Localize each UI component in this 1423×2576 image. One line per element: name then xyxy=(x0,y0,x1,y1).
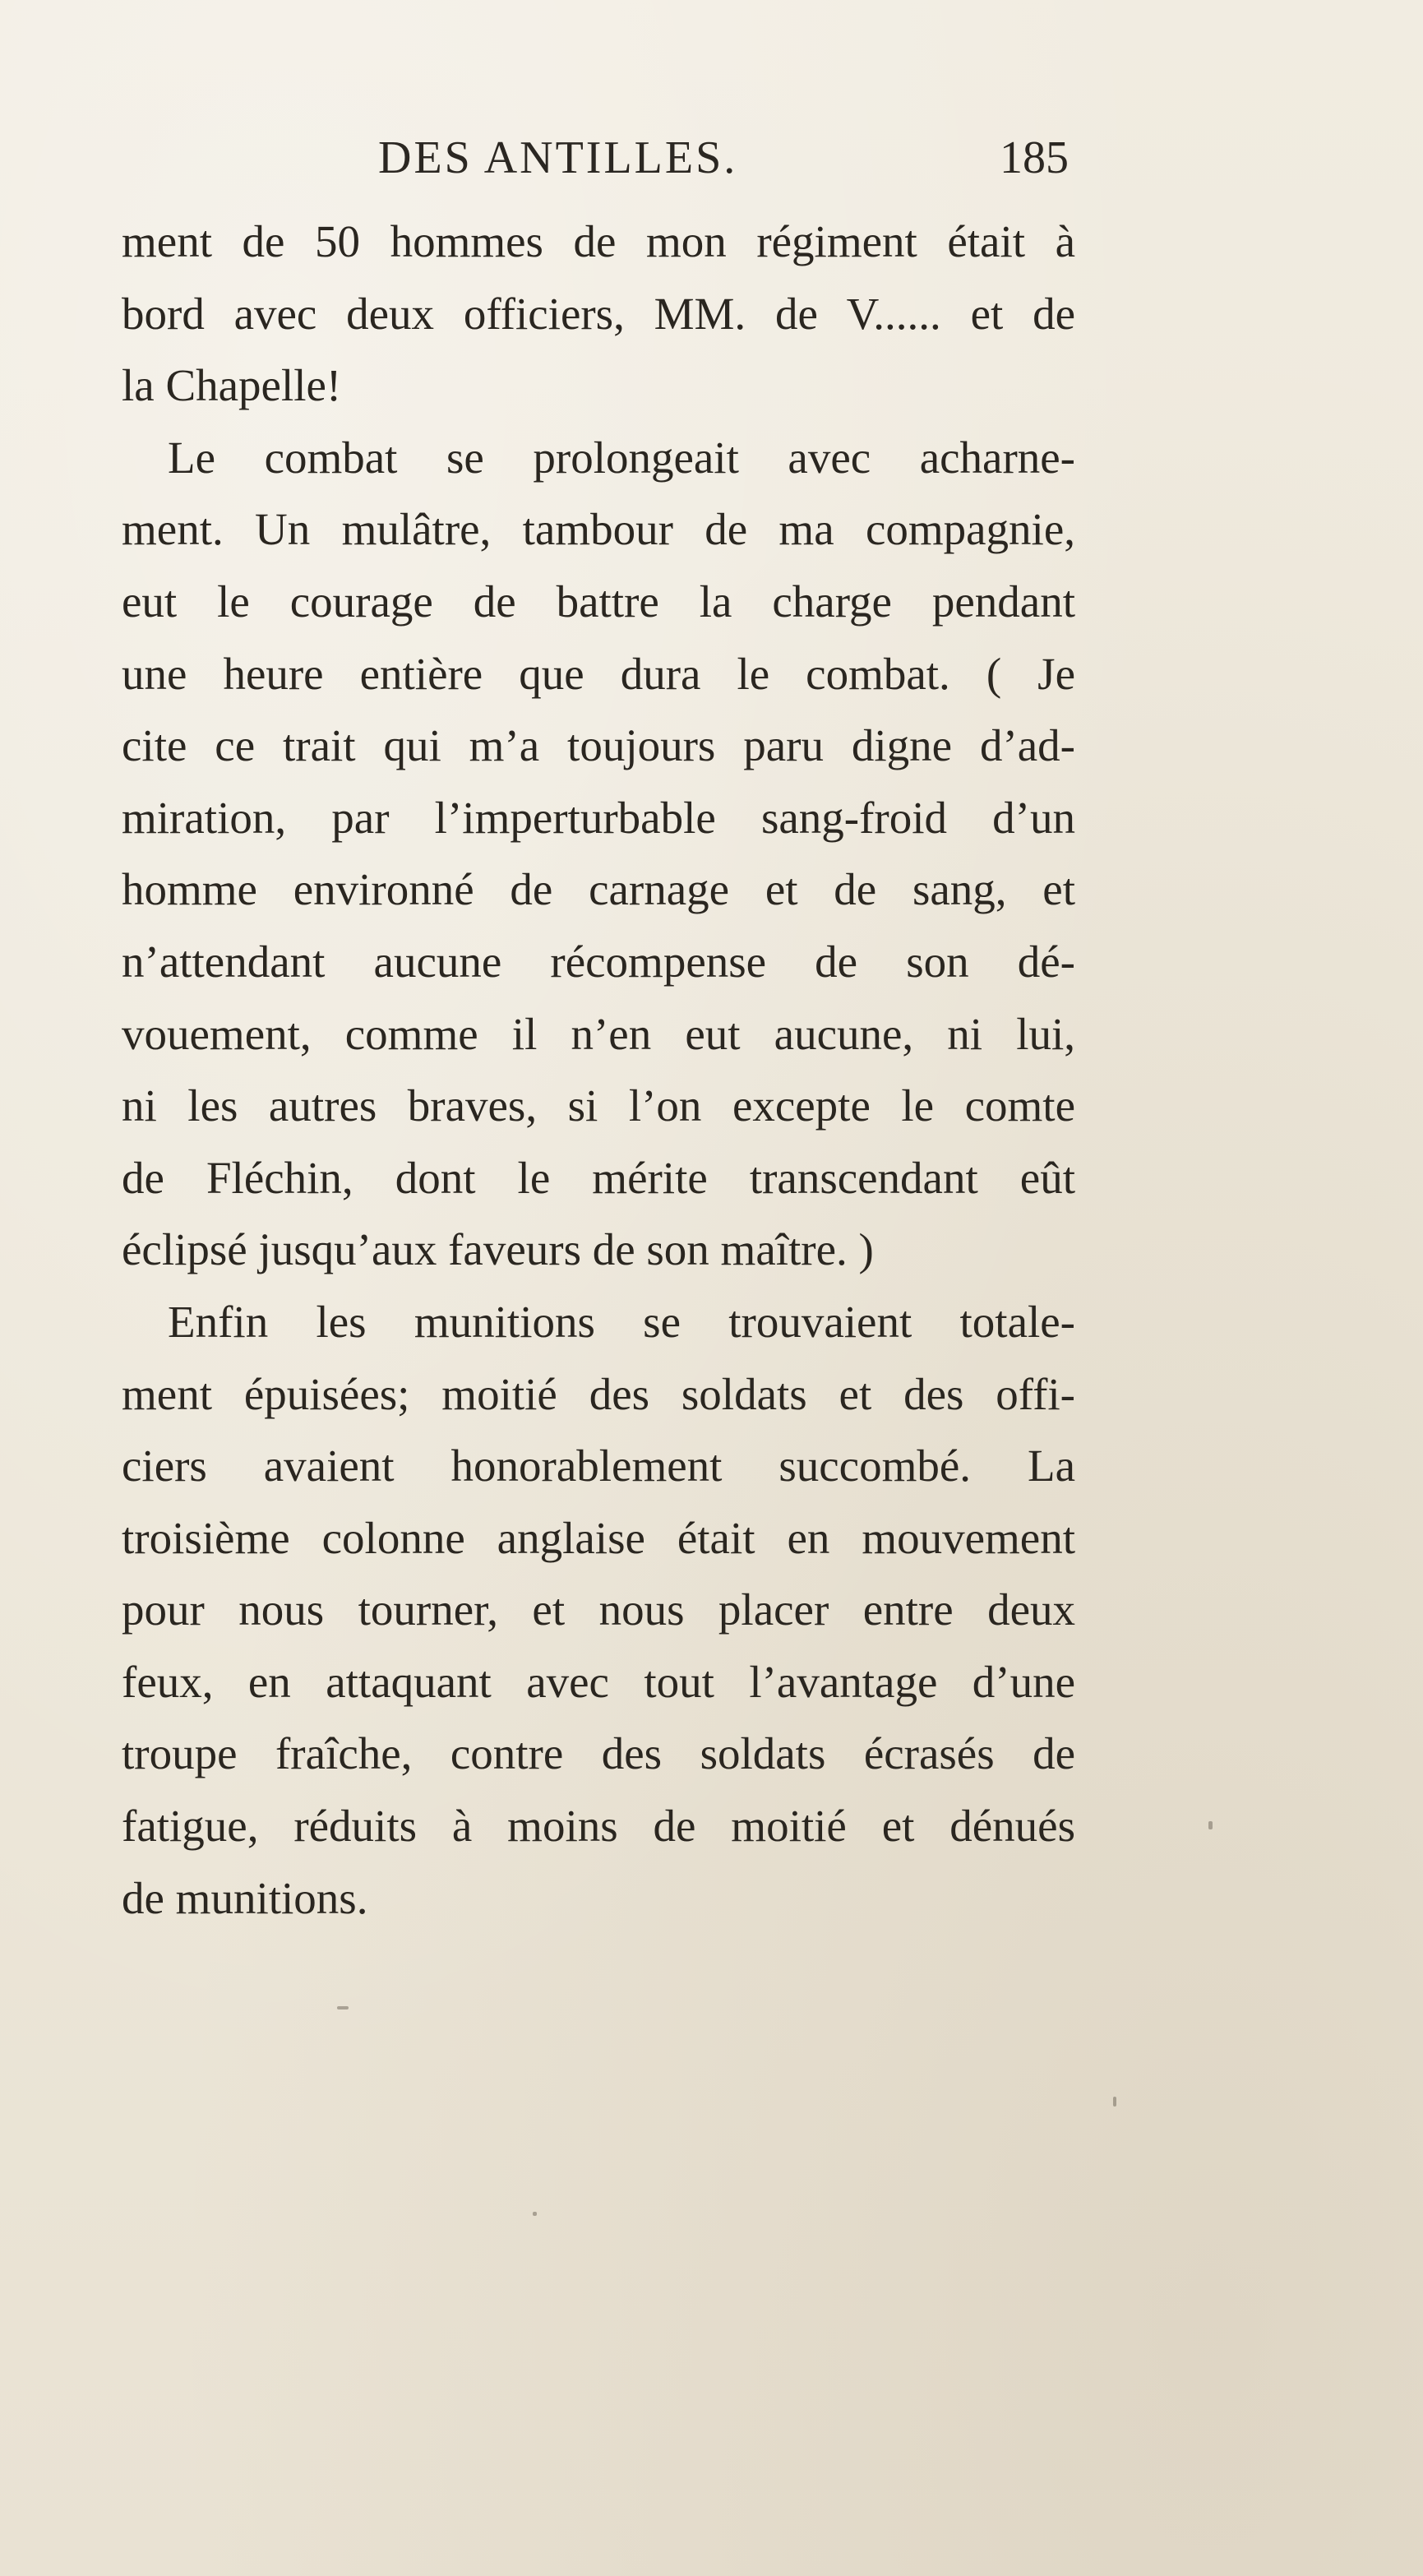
paragraph xyxy=(122,422,1075,1286)
body-text xyxy=(122,206,1075,1934)
text-line: troisième colonne anglaise était en mouvement xyxy=(122,1512,1075,1563)
paper-speck xyxy=(337,2006,349,2009)
paragraph xyxy=(122,206,1075,422)
text-line: ciers avaient honorablement succombé. La xyxy=(122,1441,1075,1491)
text-line: feux, en attaquant avec tout l’avantage d’une xyxy=(122,1656,1075,1707)
running-title: DES ANTILLES. xyxy=(378,132,738,183)
text-line: n’attendant aucune récompense de son dé- xyxy=(122,936,1075,987)
paper-speck xyxy=(1113,2097,1116,2107)
text-line: ment épuisées; moitié des soldats et des offi- xyxy=(122,1368,1075,1419)
text-line: homme environné de carnage et de sang, et xyxy=(122,864,1075,915)
text-line: cite ce trait qui m’a toujours paru digne d’ad- xyxy=(122,720,1075,771)
running-head xyxy=(115,132,1069,197)
text-line: ni les autres braves, si l’on excepte le comte xyxy=(122,1080,1075,1131)
text-line: ment. Un mulâtre, tambour de ma compagnie, xyxy=(122,504,1075,555)
text-line: miration, par l’imperturbable sang-froid d’un xyxy=(122,792,1075,843)
text-line: bord avec deux officiers, MM. de V...... et de xyxy=(122,288,1075,339)
text-line: la Chapelle! xyxy=(122,360,342,411)
text-line: Le combat se prolongeait avec acharne- xyxy=(168,432,1075,483)
text-line: ment de 50 hommes de mon régiment était à xyxy=(122,216,1075,266)
text-line: une heure entière que dura le combat. ( Je xyxy=(122,648,1075,699)
text-line: de munitions. xyxy=(122,1872,368,1923)
paper-speck xyxy=(1208,1821,1213,1829)
paragraph xyxy=(122,1286,1075,1934)
text-line: troupe fraîche, contre des soldats écrasés de xyxy=(122,1728,1075,1779)
page-number: 185 xyxy=(1000,132,1069,183)
paper-speck xyxy=(533,2212,537,2216)
text-line: vouement, comme il n’en eut aucune, ni lui, xyxy=(122,1008,1075,1059)
text-line: fatigue, réduits à moins de moitié et dénués xyxy=(122,1801,1075,1852)
text-line: pour nous tourner, et nous placer entre deux xyxy=(122,1584,1075,1635)
text-line: Enfin les munitions se trouvaient totale- xyxy=(168,1296,1075,1347)
text-line: eut le courage de battre la charge pendant xyxy=(122,576,1075,627)
text-line: éclipsé jusqu’aux faveurs de son maître. ) xyxy=(122,1224,874,1275)
text-line: de Fléchin, dont le mérite transcendant eût xyxy=(122,1152,1075,1203)
